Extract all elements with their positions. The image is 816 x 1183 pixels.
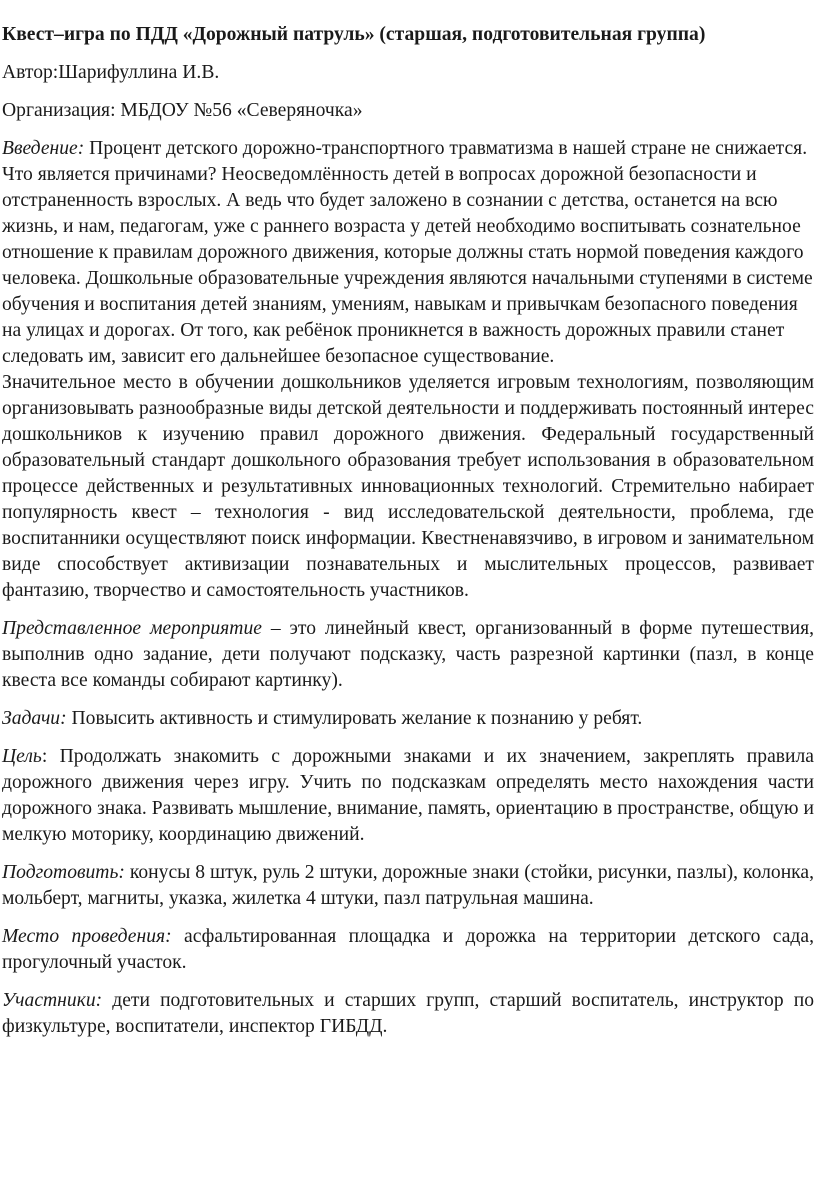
goal-paragraph xyxy=(2,744,814,848)
event-label: Представленное мероприятие xyxy=(2,618,262,639)
intro-paragraph xyxy=(2,136,814,370)
venue-text: асфальтированная площадка и дорожка на территории детского сада, прогулочный участок. xyxy=(2,926,814,973)
organization-line: Организация: МБДОУ №56 «Северяночка» xyxy=(2,100,363,121)
event-text: – это линейный квест, организованный в форме путешествия, выполнив одно задание, дети получают подсказку, часть разрезной картинки (пазл, в конце квеста все команды собирают картинку). xyxy=(2,618,814,691)
intro-label: Введение: xyxy=(2,138,85,159)
participants-paragraph xyxy=(2,988,814,1040)
body-paragraph: Значительное место в обучении дошкольников уделяется игровым технологиям, позволяющим организовывать разнообразные виды детской деятельности и поддерживать постоянный интерес дошкольников к изучению правил дорожного движения. Федеральный государственный образовательный стандарт дошкольного образования требует использования в образовательном процессе действенных и результативных инновационных технологий. Стремительно набирает популярность квест – технология - вид исследовательской деятельности, проблема, где воспитанники осуществляют поиск информации. Квестненавязчиво, в игровом и занимательном виде способствует активизации познавательных и мыслительных процессов, развивает фантазию, творчество и самостоятельность участников. xyxy=(2,372,814,601)
prepare-label: Подготовить: xyxy=(2,862,125,883)
event-paragraph xyxy=(2,616,814,694)
participants-text: дети подготовительных и старших групп, старший воспитатель, инструктор по физкультуре, воспитатели, инспектор ГИБДД. xyxy=(2,990,814,1037)
tasks-text: Повысить активность и стимулировать желание к познанию у ребят. xyxy=(66,708,643,729)
goal-text: : Продолжать знакомить с дорожными знаками и их значением, закреплять правила дорожного движения через игру. Учить по подсказкам определять место нахождения части дорожного знака. Развивать мышление, внимание, память, ориентацию в пространстве, общую и мелкую моторику, координацию движений. xyxy=(2,746,814,845)
prepare-paragraph xyxy=(2,860,814,912)
goal-label: Цель xyxy=(2,746,42,767)
author-line: Автор:Шарифуллина И.В. xyxy=(2,62,220,83)
document-title: Квест–игра по ПДД «Дорожный патруль» (старшая, подготовительная группа) xyxy=(2,24,706,45)
participants-label: Участники: xyxy=(2,990,103,1011)
tasks-paragraph xyxy=(2,706,814,732)
intro-text: Процент детского дорожно-транспортного травматизма в нашей стране не снижается. Что является причинами? Неосведомлённость детей в вопросах дорожной безопасности и отстраненность взрослых. А ведь что будет заложено в сознании с детства, останется на всю жизнь, и нам, педагогам, уже с раннего возраста у детей необходимо воспитывать сознательное отношение к правилам дорожного движения, которые должны стать нормой поведения каждого человека. Дошкольные образовательные учреждения являются начальными ступенями в системе обучения и воспитания детей знаниям, умениям, навыкам и привычкам безопасного поведения на улицах и дорогах. От того, как ребёнок проникнется в важность дорожных правили станет следовать им, зависит его дальнейшее безопасное существование. xyxy=(2,138,813,367)
venue-label: Место проведения: xyxy=(2,926,172,947)
tasks-label: Задачи: xyxy=(2,708,67,729)
prepare-text: конусы 8 штук, руль 2 штуки, дорожные знаки (стойки, рисунки, пазлы), колонка, мольберт, магниты, указка, жилетка 4 штуки, пазл патрульная машина. xyxy=(2,862,814,909)
venue-paragraph xyxy=(2,924,814,976)
